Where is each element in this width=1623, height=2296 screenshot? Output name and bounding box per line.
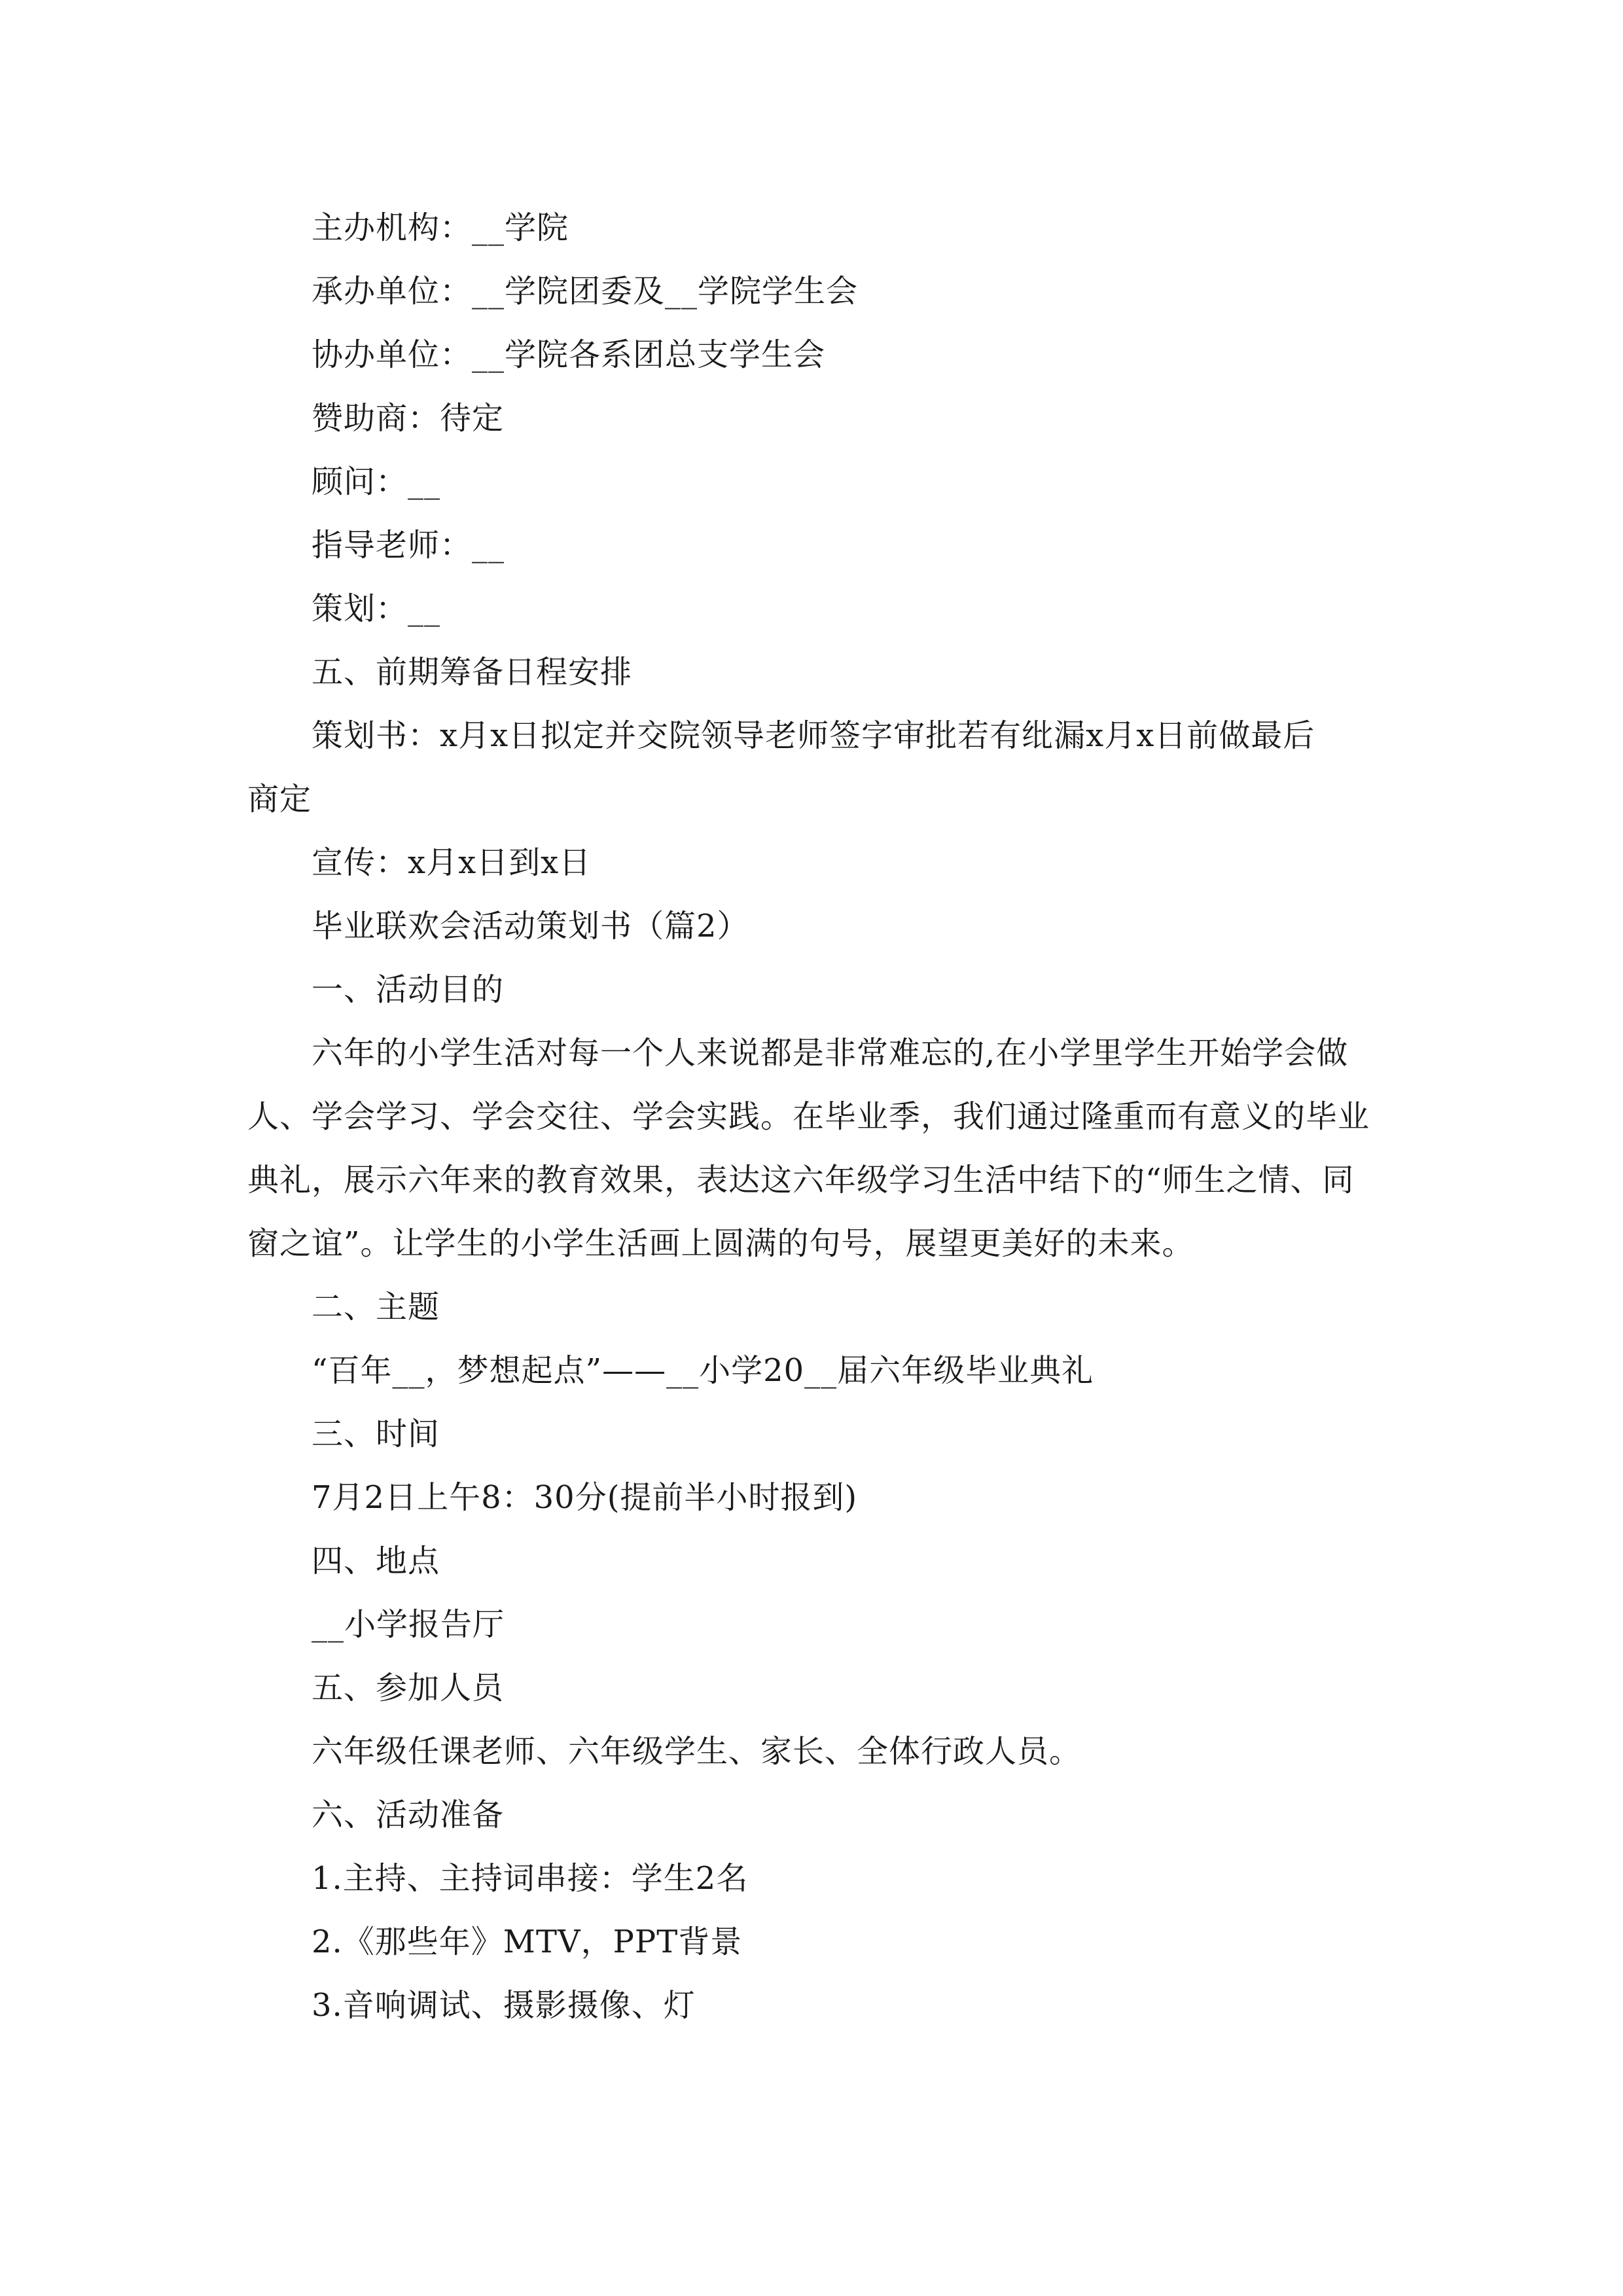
section-heading: 一、活动目的	[312, 971, 505, 1008]
list-item: 3.音响调试、摄影摄像、灯	[312, 1987, 696, 2024]
paragraph-line: 7月2日上午8：30分(提前半小时报到)	[312, 1479, 858, 1516]
advisor-line: 顾问：__	[312, 463, 441, 500]
paragraph-line: __小学报告厅	[312, 1606, 505, 1643]
undertaker-line: 承办单位：__学院团委及__学院学生会	[312, 273, 859, 310]
paragraph-line: 典礼，展示六年来的教育效果，表达这六年级学习生活中结下的“师生之情、同	[247, 1162, 1355, 1198]
paragraph-line: 窗之谊”。让学生的小学生活画上圆满的句号，展望更美好的未来。	[247, 1225, 1194, 1262]
document-subtitle: 毕业联欢会活动策划书（篇2）	[312, 908, 749, 944]
paragraph-line: “百年__，梦想起点”——__小学20__届六年级毕业典礼	[312, 1352, 1094, 1389]
section-heading: 五、参加人员	[312, 1670, 505, 1706]
section-heading: 二、主题	[312, 1289, 440, 1325]
paragraph-line: 六年级任课老师、六年级学生、家长、全体行政人员。	[312, 1733, 1082, 1770]
list-item: 1.主持、主持词串接：学生2名	[312, 1860, 749, 1897]
sponsor-line: 赞助商：待定	[312, 400, 505, 437]
paragraph-line: 策划书：x月x日拟定并交院领导老师签字审批若有纰漏x月x日前做最后	[312, 717, 1315, 754]
section-heading: 五、前期筹备日程安排	[312, 654, 633, 691]
instructor-line: 指导老师：__	[312, 527, 505, 564]
paragraph-line: 人、学会学习、学会交往、学会实践。在毕业季，我们通过隆重而有意义的毕业	[247, 1098, 1370, 1135]
planner-line: 策划：__	[312, 590, 441, 627]
paragraph-line: 商定	[247, 781, 312, 817]
section-heading: 三、时间	[312, 1416, 440, 1452]
list-item: 2.《那些年》MTV，PPT背景	[312, 1924, 743, 1960]
section-heading: 六、活动准备	[312, 1797, 505, 1833]
co-organizer-line: 协办单位：__学院各系团总支学生会	[312, 336, 826, 373]
paragraph-line: 六年的小学生活对每一个人来说都是非常难忘的,在小学里学生开始学会做	[312, 1035, 1349, 1071]
section-heading: 四、地点	[312, 1543, 440, 1579]
organizer-line: 主办机构：__学院	[312, 209, 569, 246]
paragraph-line: 宣传：x月x日到x日	[312, 844, 592, 881]
